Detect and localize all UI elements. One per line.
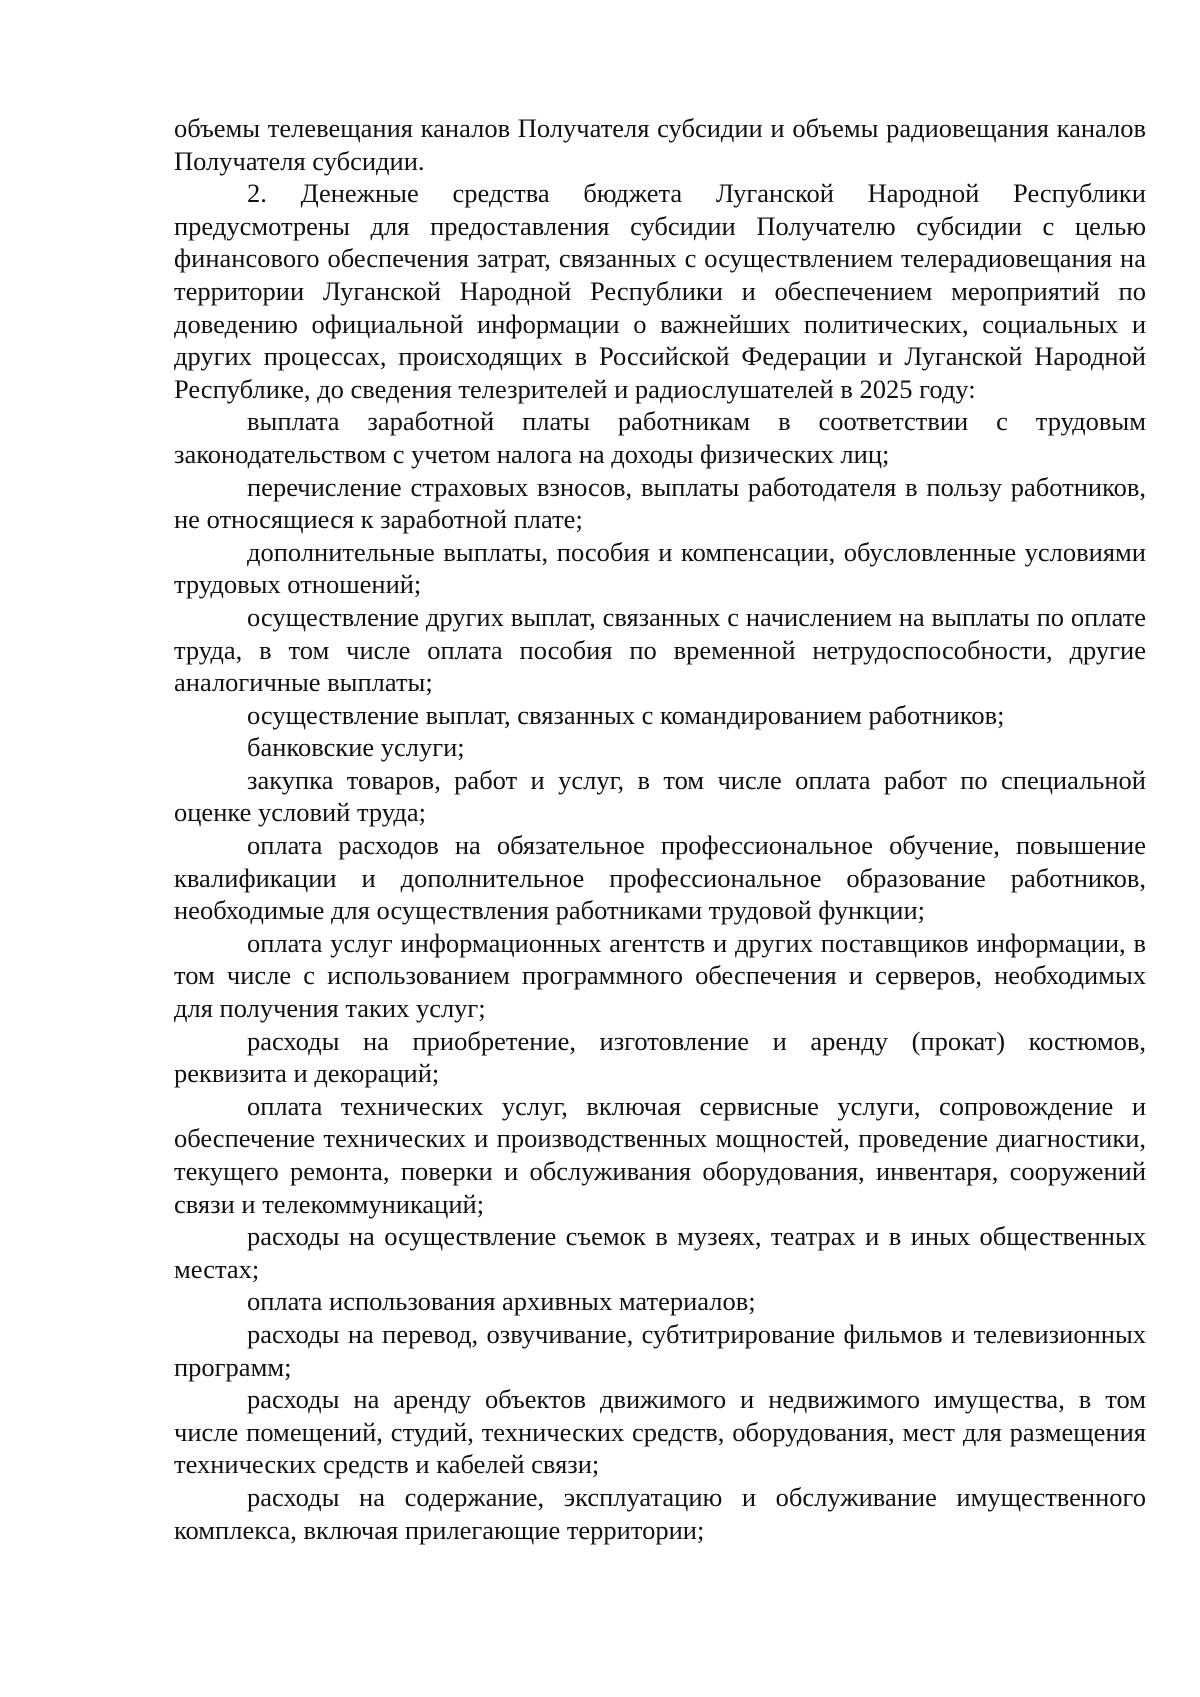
paragraph-other-payments: осуществление других выплат, связанных с начислением на выплаты по оплате труда, в том числе оплата пособия по временной нетрудоспособности, другие аналогичные выплаты; (174, 601, 1146, 698)
paragraph-translation: расходы на перевод, озвучивание, субтитрирование фильмов и телевизионных программ; (174, 1318, 1146, 1382)
document-body (174, 112, 1146, 1546)
paragraph-procurement: закупка товаров, работ и услуг, в том числе оплата работ по специальной оценке условий труда; (174, 764, 1146, 828)
paragraph-news-agencies: оплата услуг информационных агентств и других поставщиков информации, в том числе с использованием программного обеспечения и серверов, необходимых для получения таких услуг; (174, 927, 1146, 1024)
paragraph-filming: расходы на осуществление съемок в музеях, театрах и в иных общественных местах; (174, 1221, 1146, 1284)
paragraph-broadcast-volumes: объемы телевещания каналов Получателя субсидии и объемы радиовещания каналов Получателя субсидии. (174, 113, 1146, 176)
paragraph-maintenance: расходы на содержание, эксплуатацию и обслуживание имущественного комплекса, включая прилегающие территории; (174, 1481, 1146, 1545)
paragraph-item-2-funds: 2. Денежные средства бюджета Луганской Народной Республики предусмотрены для предоставления субсидии Получателю субсидии с целью финансового обеспечения затрат, связанных с осуществлением телерадиовещания на территории Луганской Народной Республики и обеспечением мероприятий по доведению официальной информации о важнейших политических, социальных и других процессах, происходящих в Российской Федерации и Луганской Народной Республике, до сведения телезрителей и радиослушателей в 2025 году: (174, 178, 1146, 404)
paragraph-insurance: перечисление страховых взносов, выплаты работодателя в пользу работников, не относящиеся к заработной плате; (174, 471, 1146, 535)
paragraph-banking: банковские услуги; (247, 732, 465, 763)
paragraph-archives: оплата использования архивных материалов; (247, 1286, 756, 1317)
paragraph-training: оплата расходов на обязательное профессиональное обучение, повышение квалификации и дополнительное профессиональное образование работников, необходимые для осуществления работниками трудовой функции; (174, 830, 1146, 926)
paragraph-rent: расходы на аренду объектов движимого и недвижимого имущества, в том числе помещений, студий, технических средств, оборудования, мест для размещения технических средств и кабелей связи; (174, 1384, 1146, 1480)
paragraph-technical-services: оплата технических услуг, включая сервисные услуги, сопровождение и обеспечение технических и производственных мощностей, проведение диагностики, текущего ремонта, поверки и обслуживания оборудования, инвентаря, сооружений связи и телекоммуникаций; (174, 1090, 1146, 1219)
paragraph-costumes: расходы на приобретение, изготовление и аренду (прокат) костюмов, реквизита и декораций; (174, 1025, 1146, 1089)
paragraph-salary: выплата заработной платы работникам в соответствии с трудовым законодательством с учетом налога на доходы физических лиц; (174, 406, 1146, 469)
paragraph-additional-payments: дополнительные выплаты, пособия и компенсации, обусловленные условиями трудовых отношений; (174, 536, 1146, 600)
paragraph-business-trips: осуществление выплат, связанных с командированием работников; (247, 699, 1005, 730)
